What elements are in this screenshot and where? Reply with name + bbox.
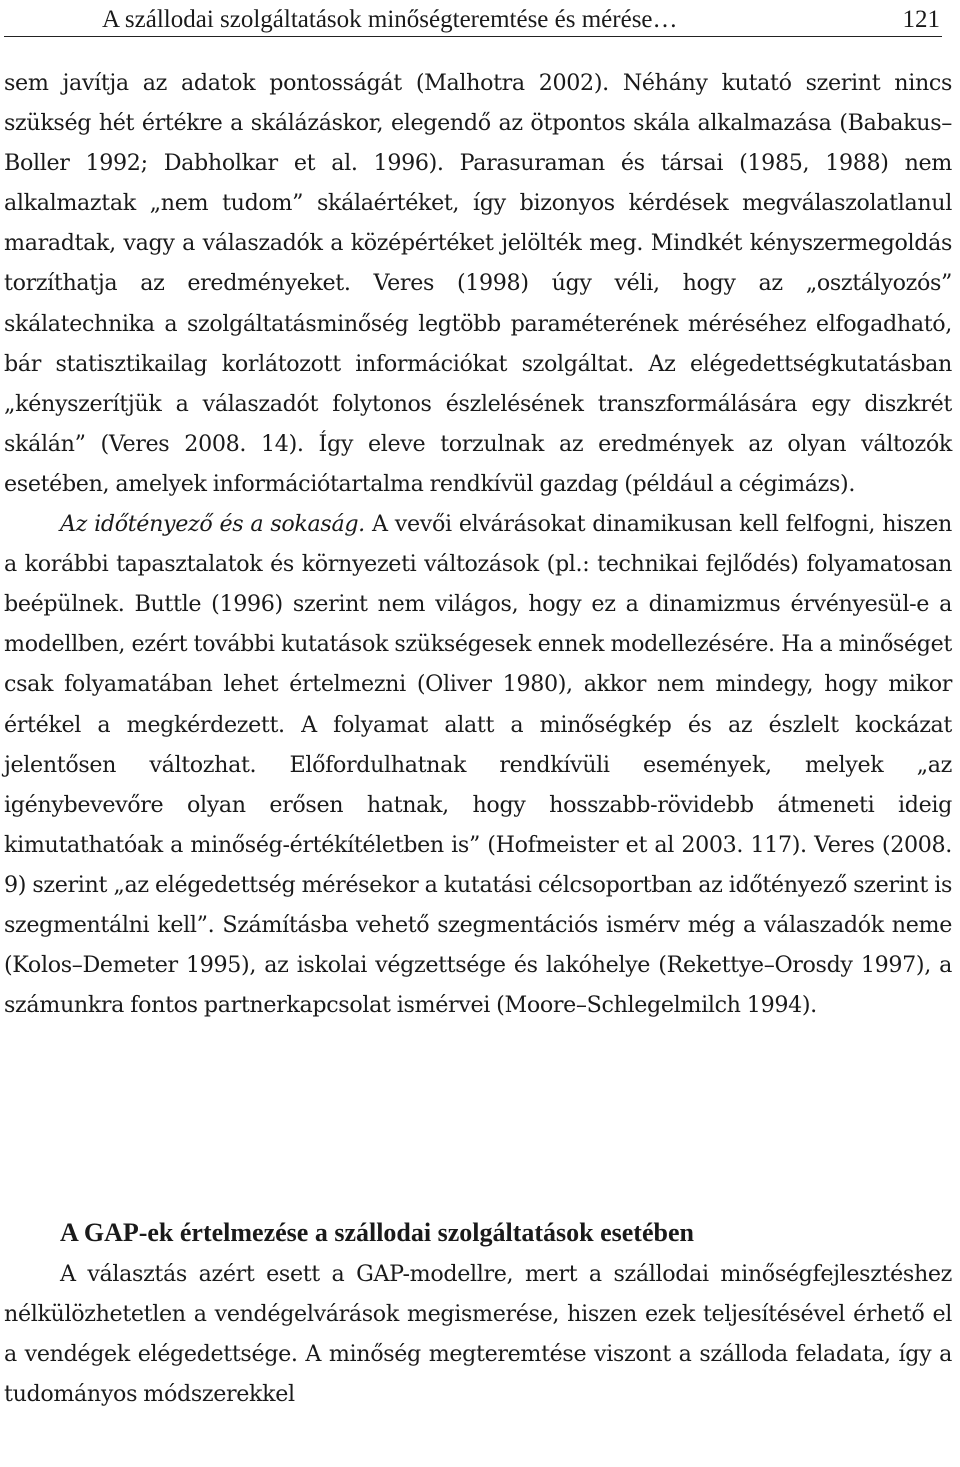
body-text-main [4, 63, 952, 1025]
paragraph-time-factor [4, 504, 952, 1025]
section-heading: A GAP-ek értelmezése a szállodai szolgáltatások esetében [60, 1218, 694, 1247]
body-text-section [4, 1254, 952, 1414]
running-title: A szállodai szolgáltatások minőségteremtése és mérése… [102, 6, 678, 33]
paragraph-lead-italic: Az időtényező és a sokaság. [60, 511, 365, 538]
paragraph-gap-model: A választás azért esett a GAP-modellre, mert a szállodai minőségfejlesztéshez nélkülözhetetlen a vendégelvárások megismerése, hiszen ezek teljesítésével érhető el a vendégek elégedettsége. A minőség megteremtése viszont a szálloda feladata, így a tudományos módszerekkel [4, 1261, 952, 1408]
paragraph-scale-methodology: sem javítja az adatok pontosságát (Malhotra 2002). Néhány kutató szerint nincs szükség hét értékre a skálázáskor, elegendő az ötpontos skála alkalmazása (Babakus–Boller 1992; Dabholkar et al. 1996). Parasuraman és társai (1985, 1988) nem alkalmaztak „nem tudom” skálaértéket, így bizonyos kérdések megválaszolatlanul maradtak, vagy a válaszadók a középértéket jelölték meg. Mindkét kényszermegoldás torzíthatja az eredményeket. Veres (1998) úgy véli, hogy az „osztályozós” skálatechnika a szolgáltatásminőség legtöbb paraméterének méréséhez elfogadható, bár statisztikailag korlátozott információkat szolgáltat. Az elégedettségkutatásban „kényszerítjük a válaszadót folytonos észlelésének transzformálására egy diszkrét skálán” (Veres 2008. 14). Így eleve torzulnak az eredmények az olyan változók esetében, amelyek információtartalma rendkívül gazdag (például a cégimázs). [4, 70, 952, 497]
running-header [4, 4, 942, 37]
page-number: 121 [902, 6, 940, 33]
paragraph-time-factor-text: A vevői elvárásokat dinamikusan kell felfogni, hiszen a korábbi tapasztalatok és környezeti változások (pl.: technikai fejlődés) folyamatosan beépülnek. Buttle (1996) szerint nem világos, hogy ez a dinamizmus érvényesül-e a modellben, ezért további kutatások szükségesek ennek modellezésére. Ha a minőséget csak folyamatában lehet értelmezni (Oliver 1980), akkor nem mindegy, hogy mikor értékel a megkérdezett. A folyamat alatt a minőségkép és az észlelt kockázat jelentősen változhat. Előfordulhatnak rendkívüli események, melyek „az igénybevevőre olyan erősen hatnak, hogy hosszabb-rövidebb átmeneti ideig kimutathatóak a minőség-értékítéletben is” (Hofmeister et al 2003. 117). Veres (2008. 9) szerint „az elégedettség mérésekor a kutatási célcsoportban az időtényező szerint is szegmentálni kell”. Számításba vehető szegmentációs ismérv még a válaszadók neme (Kolos–Demeter 1995), az iskolai végzettsége és lakóhelye (Rekettye–Orosdy 1997), a számunkra fontos partnerkapcsolat ismérvei (Moore–Schlegelmilch 1994). [4, 511, 952, 1019]
